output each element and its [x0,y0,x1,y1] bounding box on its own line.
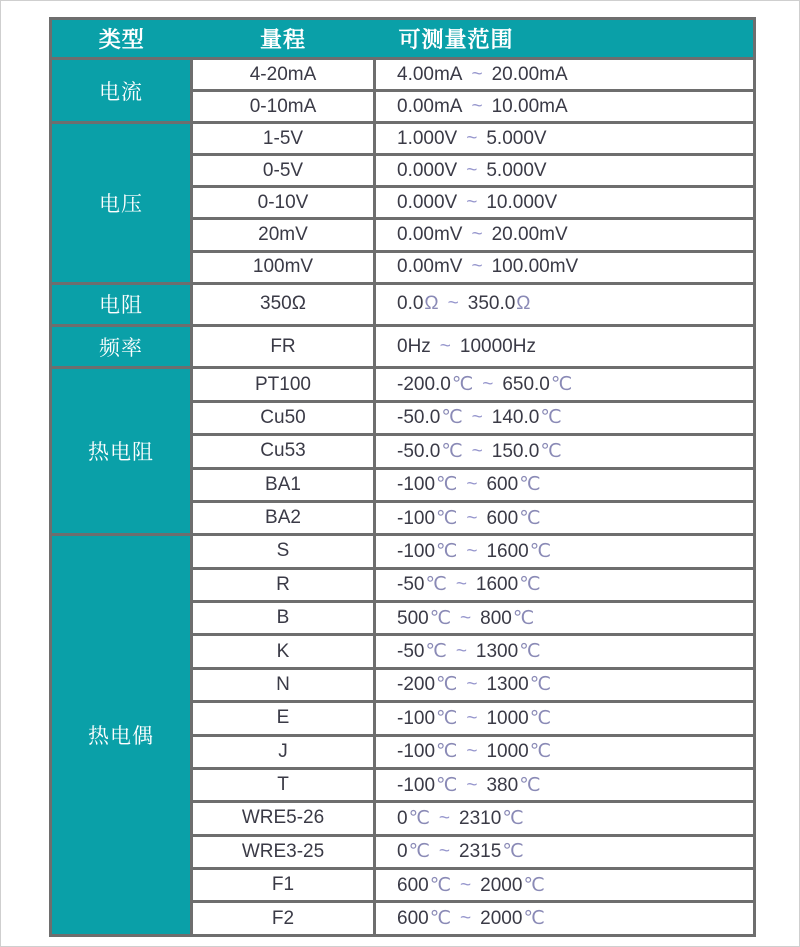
range-cell: BA1 [192,468,375,501]
range-separator: ~ [471,440,483,462]
measurable-range-cell: -100℃ ~ 1600℃ [375,535,755,568]
range-cell: S [192,535,375,568]
unit-symbol: ℃ [502,841,524,863]
category-cell-resistance: 电阻 [51,283,192,325]
unit-symbol: ℃ [436,507,458,529]
range-cell: F1 [192,869,375,902]
range-separator: ~ [438,807,451,829]
range-cell: N [192,668,375,701]
range-separator: ~ [466,674,478,696]
measurable-range-cell: 0℃ ~ 2310℃ [375,802,755,835]
unit-symbol: ℃ [436,774,458,796]
table-row [51,368,755,401]
range-cell: B [192,602,375,635]
measurable-range-cell: 0.000V ~ 5.000V [375,155,755,187]
range-separator: ~ [466,474,478,496]
unit-symbol: ℃ [550,374,573,396]
range-cell: 20mV [192,219,375,251]
range-separator: ~ [466,774,478,796]
measurable-range-cell: -50℃ ~ 1600℃ [375,568,755,601]
unit-symbol: ℃ [436,674,458,696]
range-separator: ~ [466,191,478,213]
range-cell: WRE5-26 [192,802,375,835]
range-separator: ~ [466,707,478,729]
range-cell: WRE3-25 [192,835,375,868]
category-cell-rtd: 热电阻 [51,368,192,535]
range-cell: 4-20mA [192,59,375,91]
measurable-range-cell: -200.0℃ ~ 650.0℃ [375,368,755,401]
unit-symbol: ℃ [429,607,452,629]
measurable-range-cell: -50℃ ~ 1300℃ [375,635,755,668]
range-cell: R [192,568,375,601]
range-separator: ~ [460,874,472,896]
unit-symbol: ℃ [436,707,458,729]
measurable-range-cell: -100℃ ~ 1000℃ [375,735,755,768]
measurable-range-cell: 0.00mV ~ 20.00mV [375,219,755,251]
unit-symbol: ℃ [441,440,463,462]
unit-symbol: ℃ [523,908,545,930]
measurable-range-cell: 4.00mA ~ 20.00mA [375,59,755,91]
unit-symbol: ℃ [529,674,552,696]
measurable-range-cell: 600℃ ~ 2000℃ [375,869,755,902]
range-separator: ~ [471,224,483,246]
unit-symbol: ℃ [519,641,541,663]
range-separator: ~ [466,540,478,562]
range-cell: F2 [192,902,375,936]
unit-symbol: ℃ [436,474,458,496]
unit-symbol: ℃ [425,641,447,663]
range-separator: ~ [471,95,483,117]
unit-symbol: ℃ [429,874,452,896]
measurable-range-cell: 0.000V ~ 10.000V [375,187,755,219]
table-row [51,59,755,91]
range-cell: BA2 [192,501,375,534]
range-cell: 0-5V [192,155,375,187]
table-row [51,283,755,325]
header-row [51,19,755,59]
measurable-range-cell: 1.000V ~ 5.000V [375,123,755,155]
measurable-range-cell: 0.00mV ~ 100.00mV [375,251,755,283]
unit-symbol: ℃ [519,507,541,529]
range-cell: 100mV [192,251,375,283]
measurable-range-cell: -200℃ ~ 1300℃ [375,668,755,701]
category-cell-frequency: 频率 [51,326,192,368]
range-cell: J [192,735,375,768]
measurable-range-cell: 0Hz ~ 10000Hz [375,326,755,368]
measurable-range-cell: -50.0℃ ~ 140.0℃ [375,401,755,434]
range-cell: PT100 [192,368,375,401]
range-separator: ~ [466,159,478,181]
range-separator: ~ [466,741,478,763]
unit-symbol: ℃ [529,540,552,562]
range-separator: ~ [439,335,451,357]
category-cell-thermocouple: 热电偶 [51,535,192,936]
unit-symbol: ℃ [451,374,474,396]
range-separator: ~ [438,841,451,863]
header-range: 量程 [192,19,375,59]
table-body [51,59,755,936]
unit-symbol: ℃ [540,440,562,462]
unit-symbol: ℃ [436,741,458,763]
measurement-range-table [49,17,756,937]
range-separator: ~ [471,256,483,278]
category-cell-current: 电流 [51,59,192,123]
unit-symbol: ℃ [436,540,458,562]
range-cell: 0-10V [192,187,375,219]
unit-symbol: ℃ [429,908,452,930]
category-cell-voltage: 电压 [51,123,192,283]
measurable-range-cell: -100℃ ~ 380℃ [375,768,755,801]
range-separator: ~ [455,641,467,663]
unit-symbol: Ω [424,293,439,315]
header-type: 类型 [51,19,192,59]
range-separator: ~ [482,374,494,396]
measurable-range-cell: 500℃ ~ 800℃ [375,602,755,635]
range-cell: 1-5V [192,123,375,155]
range-separator: ~ [466,507,478,529]
header-measurable-range: 可测量范围 [375,19,755,59]
range-separator: ~ [455,574,467,596]
measurable-range-cell: -100℃ ~ 600℃ [375,501,755,534]
unit-symbol: ℃ [540,407,562,429]
measurable-range-cell: 0.0Ω ~ 350.0Ω [375,283,755,325]
range-separator: ~ [466,127,478,149]
measurable-range-cell: -50.0℃ ~ 150.0℃ [375,435,755,468]
unit-symbol: ℃ [502,807,524,829]
range-cell: E [192,702,375,735]
unit-symbol: Ω [516,293,531,315]
unit-symbol: ℃ [529,707,552,729]
range-cell: T [192,768,375,801]
measurable-range-cell: -100℃ ~ 600℃ [375,468,755,501]
range-separator: ~ [471,407,483,429]
range-cell: K [192,635,375,668]
range-cell: FR [192,326,375,368]
range-separator: ~ [447,293,459,315]
unit-symbol: ℃ [529,741,552,763]
unit-symbol: ℃ [425,574,447,596]
unit-symbol: ℃ [519,774,541,796]
table-row [51,326,755,368]
range-cell: Cu53 [192,435,375,468]
range-cell: 0-10mA [192,91,375,123]
table-row [51,123,755,155]
range-cell: 350Ω [192,283,375,325]
unit-symbol: ℃ [441,407,463,429]
unit-symbol: ℃ [408,807,430,829]
table-row [51,535,755,568]
measurable-range-cell: 0.00mA ~ 10.00mA [375,91,755,123]
unit-symbol: ℃ [519,574,541,596]
range-cell: Cu50 [192,401,375,434]
unit-symbol: ℃ [512,607,535,629]
unit-symbol: ℃ [523,874,545,896]
range-separator: ~ [460,607,472,629]
measurable-range-cell: 0℃ ~ 2315℃ [375,835,755,868]
measurable-range-cell: 600℃ ~ 2000℃ [375,902,755,936]
unit-symbol: ℃ [519,474,541,496]
range-separator: ~ [460,908,472,930]
range-separator: ~ [471,63,483,85]
unit-symbol: ℃ [408,841,430,863]
measurable-range-cell: -100℃ ~ 1000℃ [375,702,755,735]
